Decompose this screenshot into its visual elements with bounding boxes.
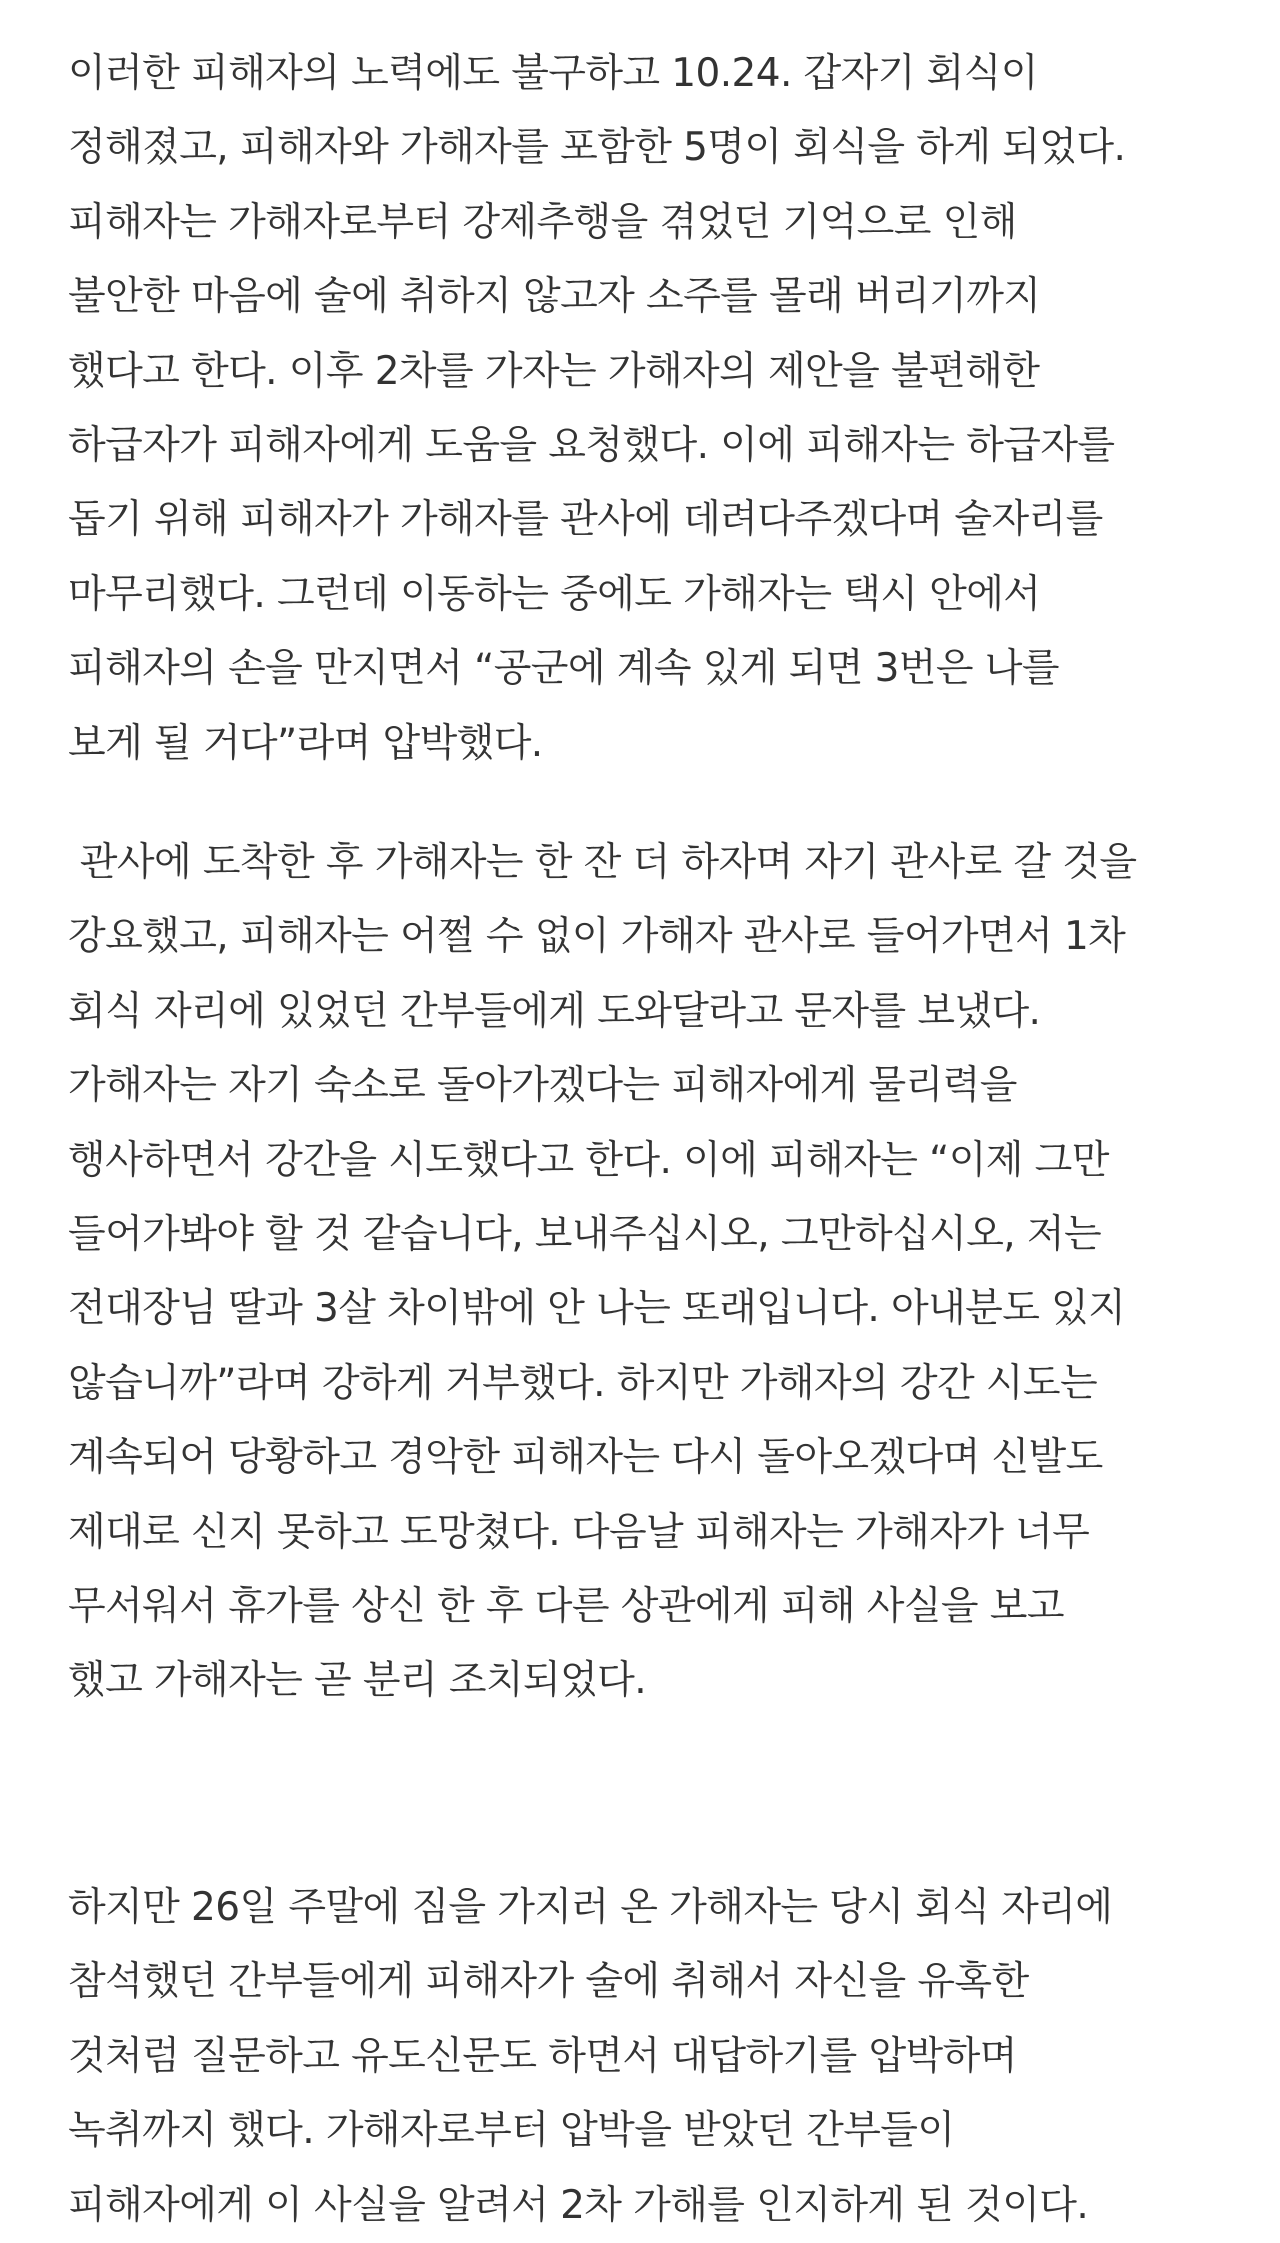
text-line: 마무리했다. 그런데 이동하는 중에도 가해자는 택시 안에서: [68, 571, 1041, 617]
text-line: 피해자에게 이 사실을 알려서 2차 가해를 인지하게 된 것이다.: [68, 2182, 1089, 2228]
text-line: 것처럼 질문하고 유도신문도 하면서 대답하기를 압박하며: [68, 2033, 1017, 2079]
text-line: 들어가봐야 할 것 같습니다, 보내주십시오, 그만하십시오, 저는: [68, 1211, 1102, 1257]
text-line: 행사하면서 강간을 시도했다고 한다. 이에 피해자는 “이제 그만: [68, 1137, 1109, 1183]
text-line: 돕기 위해 피해자가 가해자를 관사에 데려다주겠다며 술자리를: [68, 497, 1103, 543]
text-line: 제대로 신지 못하고 도망쳤다. 다음날 피해자는 가해자가 너무: [68, 1509, 1090, 1555]
text-line: 피해자의 손을 만지면서 “공군에 계속 있게 되면 3번은 나를: [68, 646, 1059, 692]
text-line: 무서워서 휴가를 상신 한 후 다른 상관에게 피해 사실을 보고: [68, 1583, 1064, 1629]
text-line: 강요했고, 피해자는 어쩔 수 없이 가해자 관사로 들어가면서 1차: [68, 914, 1126, 960]
text-line: 하급자가 피해자에게 도움을 요청했다. 이에 피해자는 하급자를: [68, 422, 1115, 468]
text-line: 녹취까지 했다. 가해자로부터 압박을 받았던 간부들이: [68, 2108, 955, 2154]
text-line: 했다고 한다. 이후 2차를 가자는 가해자의 제안을 불편해한: [68, 348, 1040, 394]
text-line: 회식 자리에 있었던 간부들에게 도와달라고 문자를 보냈다.: [68, 988, 1041, 1034]
text-line: 정해졌고, 피해자와 가해자를 포함한 5명이 회식을 하게 되었다.: [68, 125, 1126, 171]
text-line: 했고 가해자는 곧 분리 조치되었다.: [68, 1658, 647, 1704]
text-line: 피해자는 가해자로부터 강제추행을 겪었던 기억으로 인해: [68, 199, 1017, 245]
text-line: 참석했던 간부들에게 피해자가 술에 취해서 자신을 유혹한: [68, 1959, 1029, 2005]
text-line: 계속되어 당황하고 경악한 피해자는 다시 돌아오겠다며 신발도: [68, 1435, 1103, 1481]
text-line: 관사에 도착한 후 가해자는 한 잔 더 하자며 자기 관사로 갈 것을: [68, 840, 1137, 885]
text-line: 하지만 26일 주말에 짐을 가지러 온 가해자는 당시 회식 자리에: [68, 1885, 1113, 1930]
text-line: 불안한 마음에 술에 취하지 않고자 소주를 몰래 버리기까지: [68, 274, 1041, 320]
text-line: 보게 될 거다”라며 압박했다.: [68, 720, 543, 766]
text-line: 이러한 피해자의 노력에도 불구하고 10.24. 갑자기 회식이: [68, 51, 1038, 96]
text-line: 가해자는 자기 숙소로 돌아가겠다는 피해자에게 물리력을: [68, 1063, 1017, 1109]
paragraph-3: [68, 1871, 1268, 2243]
paragraph-1: [68, 37, 1268, 781]
text-line: 전대장님 딸과 3살 차이밖에 안 나는 또래입니다. 아내분도 있지: [68, 1286, 1126, 1332]
text-line: 않습니까”라며 강하게 거부했다. 하지만 가해자의 강간 시도는: [68, 1360, 1098, 1406]
paragraph-2: [68, 826, 1268, 1719]
